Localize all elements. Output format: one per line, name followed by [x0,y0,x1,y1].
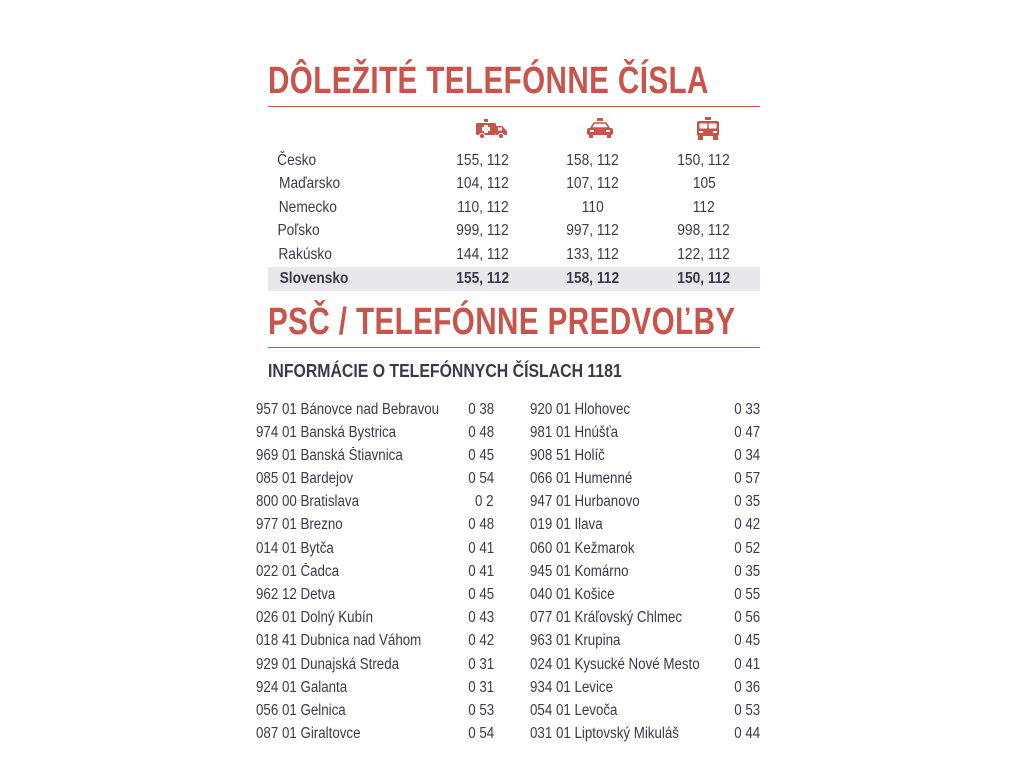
ambulance-number [428,243,538,267]
ambulance-icon [472,117,512,139]
postal-list-left [256,398,494,746]
area-code: 0 45 [468,586,494,603]
postal-place: 934 01 Levice [530,678,614,696]
postal-row [256,606,494,629]
postal-place: 962 12 Detva [256,586,336,603]
fire-number [648,149,760,173]
cell-text: Maďarsko [278,175,341,193]
ambulance-number [428,149,538,173]
area-code: 0 36 [734,678,760,696]
cell-text: 110, 112 [457,198,509,216]
postal-place: 024 01 Kysucké Nové Mesto [530,655,700,673]
area-code: 0 54 [468,725,494,743]
postal-row [530,699,760,722]
area-code: 0 54 [468,470,494,488]
fire-number [648,243,760,267]
postal-row [256,444,494,467]
cell-text: 150, 112 [677,269,731,287]
country-name [268,196,428,220]
fire-number [648,173,760,197]
postal-row [530,490,760,513]
cell-text: 122, 112 [677,245,731,263]
area-code: 0 45 [468,446,494,464]
emergency-row [268,196,760,220]
area-code: 0 31 [468,655,494,673]
police-number [538,149,648,173]
area-code: 0 52 [734,539,760,557]
fire-number [648,196,760,220]
ambulance-number [428,267,538,291]
postal-place: 981 01 Hnúšťa [530,423,619,441]
postal-row [256,560,494,583]
postal-code-lists [256,398,760,748]
police-number [538,196,648,220]
postal-place: 963 01 Krupina [530,632,621,650]
postal-row [256,490,494,513]
area-code: 0 55 [734,586,760,603]
section-title-postal: PSČ / TELEFÓNNE PREDVOĽBY [268,300,736,343]
cell-text: Česko [277,151,317,169]
police-car-icon [580,117,620,139]
fire-number [648,220,760,244]
area-code: 0 48 [468,516,494,534]
postal-place: 026 01 Dolný Kubín [256,609,374,627]
cell-text: 144, 112 [456,245,510,263]
cell-text: 107, 112 [566,175,620,193]
cell-text: Nemecko [278,198,337,216]
emergency-row [268,220,760,244]
area-code: 0 33 [734,400,760,418]
postal-row [530,583,760,606]
postal-row [530,676,760,699]
postal-row [530,629,760,652]
cell-text: 158, 112 [566,269,620,287]
ambulance-number [428,220,538,244]
service-icons-row [268,107,760,141]
postal-place: 066 01 Humenné [530,470,633,488]
postal-row [256,629,494,652]
cell-text: 150, 112 [677,151,731,169]
postal-place: 056 01 Gelnica [256,701,346,719]
area-code: 0 43 [468,609,494,627]
postal-place: 957 01 Bánovce nad Bebravou [256,400,440,418]
emergency-row [268,149,760,173]
postal-row [256,513,494,536]
section-title-emergency: DÔLEŽITÉ TELEFÓNNE ČÍSLA [268,60,709,102]
postal-row [530,560,760,583]
cell-text: 105 [692,175,716,193]
police-number [538,173,648,197]
area-code: 0 44 [734,725,760,743]
phone-numbers-page [256,58,760,748]
area-code: 0 53 [468,701,494,719]
cell-text: Slovensko [279,269,349,287]
postal-row [256,722,494,745]
postal-row [256,583,494,606]
postal-place: 977 01 Brezno [256,516,343,534]
cell-text: 998, 112 [677,222,731,240]
cell-text: 158, 112 [566,151,620,169]
fire-truck-icon [688,117,728,141]
area-code: 0 35 [734,493,760,511]
area-code: 0 35 [734,562,760,580]
postal-list-right [530,398,760,746]
emergency-row [268,243,760,267]
cell-text: 104, 112 [456,175,510,193]
postal-place: 969 01 Banská Štiavnica [256,446,403,464]
cell-text: 133, 112 [566,245,620,263]
postal-place: 060 01 Kežmarok [530,539,635,557]
postal-row [530,606,760,629]
postal-place: 908 51 Holíč [530,446,605,464]
postal-place: 947 01 Hurbanovo [530,493,640,511]
postal-row [256,421,494,444]
emergency-numbers-table [268,149,760,291]
postal-place: 087 01 Giraltovce [256,725,361,743]
postal-row [256,537,494,560]
postal-row [256,676,494,699]
postal-place: 974 01 Banská Bystrica [256,423,397,441]
police-number [538,243,648,267]
postal-row [530,513,760,536]
subtitle-info: INFORMÁCIE O TELEFÓNNYCH ČÍSLACH 1181 [268,360,622,381]
country-name [268,267,428,291]
cell-text: 999, 112 [456,222,510,240]
postal-row [256,467,494,490]
area-code: 0 2 [475,493,494,511]
area-code: 0 53 [734,701,760,719]
postal-place: 800 00 Bratislava [256,493,360,511]
postal-place: 929 01 Dunajská Streda [256,655,400,673]
cell-text: Poľsko [277,222,320,240]
postal-place: 054 01 Levoča [530,701,618,719]
postal-place: 040 01 Košice [530,586,615,603]
area-code: 0 41 [468,539,494,557]
area-code: 0 42 [468,632,494,650]
postal-row [530,421,760,444]
police-number [538,267,648,291]
postal-row [530,444,760,467]
postal-place: 085 01 Bardejov [256,470,354,488]
area-code: 0 56 [734,609,760,627]
area-code: 0 31 [468,678,494,696]
area-code: 0 34 [734,446,760,464]
police-number [538,220,648,244]
ambulance-number [428,196,538,220]
postal-row [256,699,494,722]
cell-text: Rakúsko [278,245,332,263]
postal-place: 022 01 Čadca [256,562,340,580]
postal-place: 014 01 Bytča [256,539,334,557]
postal-row [530,722,760,745]
postal-row [530,653,760,676]
postal-row [530,537,760,560]
area-code: 0 41 [468,562,494,580]
title-divider-2 [268,347,760,348]
cell-text: 155, 112 [456,269,510,287]
highlight-row-slovensko [268,267,760,291]
fire-number [648,267,760,291]
area-code: 0 57 [734,470,760,488]
area-code: 0 47 [734,423,760,441]
country-name [268,220,428,244]
postal-place: 920 01 Hlohovec [530,400,631,418]
cell-text: 997, 112 [566,222,620,240]
area-code: 0 45 [734,632,760,650]
country-name [268,173,428,197]
postal-place: 077 01 Kráľovský Chlmec [530,609,683,627]
country-name [268,149,428,173]
cell-text: 110 [582,198,604,216]
postal-place: 019 01 Ilava [530,516,603,534]
cell-text: 155, 112 [456,151,510,169]
postal-row [530,398,760,421]
ambulance-number [428,173,538,197]
postal-place: 924 01 Galanta [256,678,348,696]
postal-row [256,398,494,421]
area-code: 0 42 [734,516,760,534]
postal-row [256,653,494,676]
area-code: 0 48 [468,423,494,441]
country-name [268,243,428,267]
emergency-row [268,173,760,197]
postal-row [530,467,760,490]
postal-place: 031 01 Liptovský Mikuláš [530,725,679,743]
area-code: 0 41 [734,655,760,673]
cell-text: 112 [693,198,715,216]
postal-place: 018 41 Dubnica nad Váhom [256,632,422,650]
postal-place: 945 01 Komárno [530,562,629,580]
area-code: 0 38 [468,400,494,418]
